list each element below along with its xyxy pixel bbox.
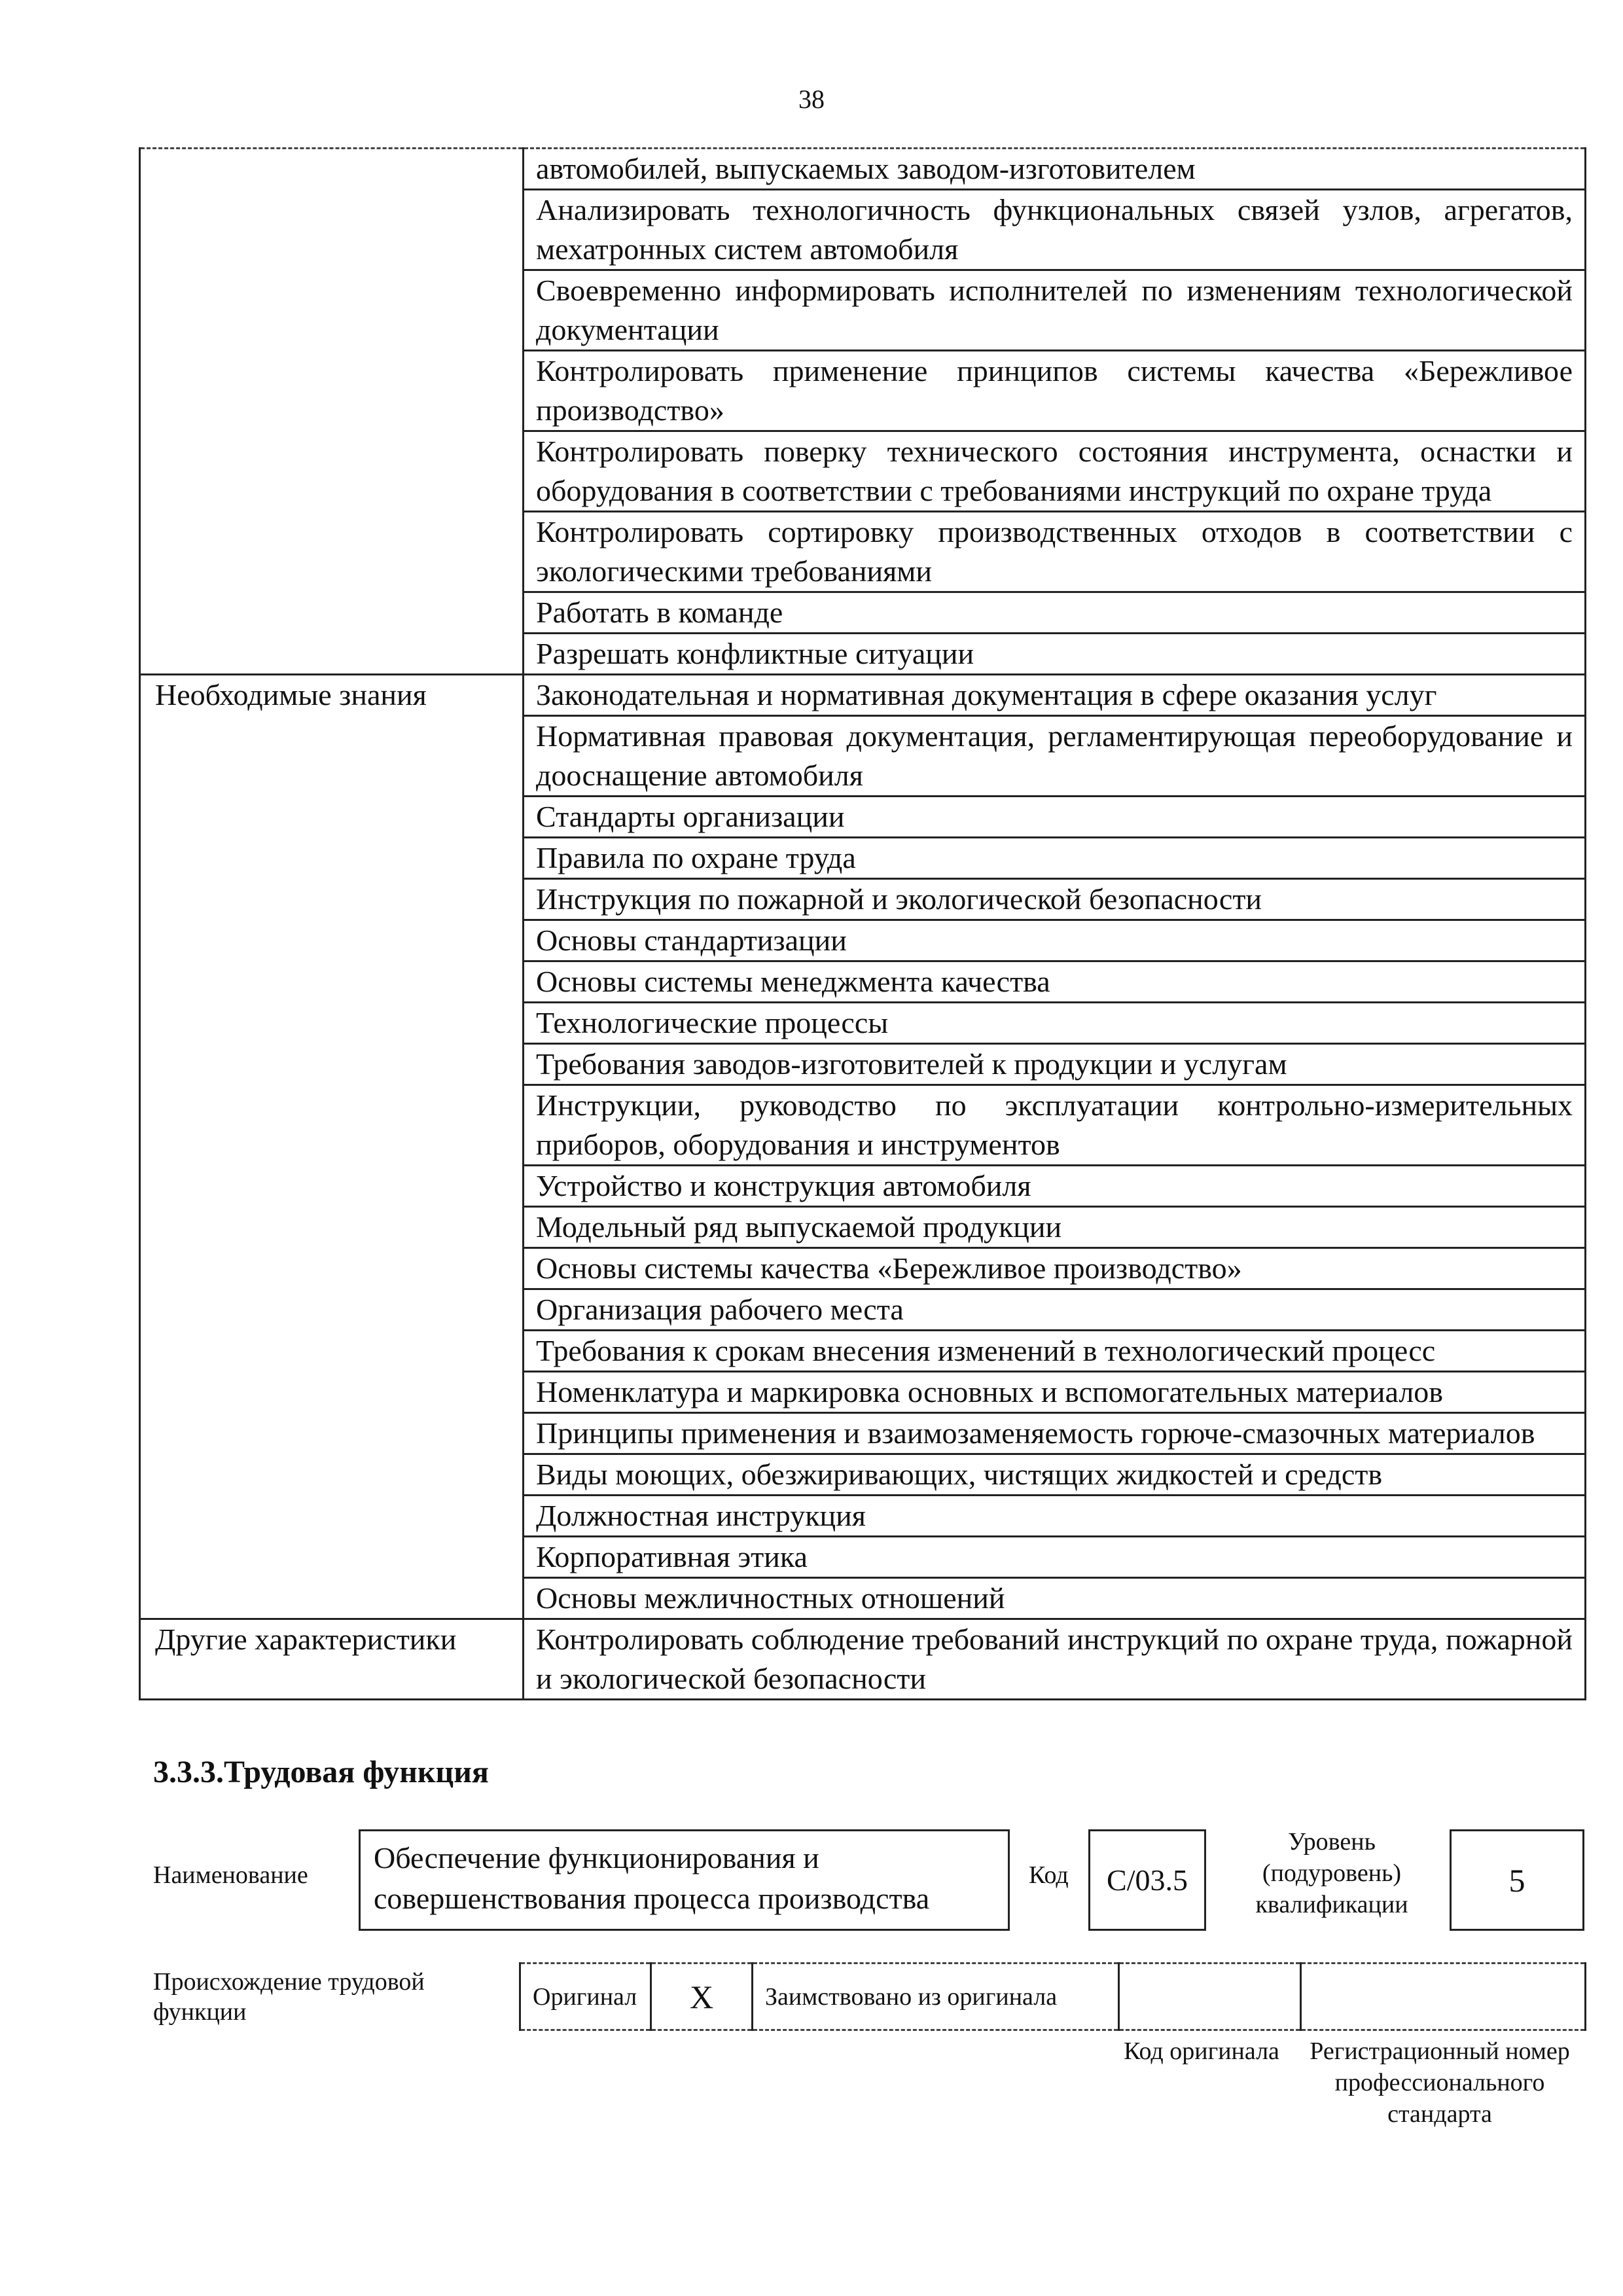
table-row (140, 1619, 1586, 1700)
row-item: Контролировать поверку технического состояния инструмента, оснастки и оборудования в соответствии с требованиями инструкций по охране труда (524, 431, 1586, 512)
row-item: Технологические процессы (524, 1003, 1586, 1044)
registration-number-cell (1301, 1964, 1586, 2030)
section-title: 3.3.3.Трудовая функция (153, 1755, 489, 1789)
row-item: Устройство и конструкция автомобиля (524, 1166, 1586, 1207)
table-row (140, 675, 1586, 716)
qualification-level: 5 (1450, 1829, 1584, 1931)
row-item: автомобилей, выпускаемых заводом-изготовителем (524, 149, 1586, 190)
row-item: Разрешать конфликтные ситуации (524, 634, 1586, 675)
row-item: Организация рабочего места (524, 1289, 1586, 1331)
code-label: Код (1029, 1861, 1069, 1889)
row-label: Необходимые знания (140, 675, 524, 1619)
row-item: Нормативная правовая документация, регламентирующая переоборудование и дооснащение автомобиля (524, 716, 1586, 797)
origin-label: Происхождение трудовой функции (153, 1968, 425, 2026)
row-item: Законодательная и нормативная документация в сфере оказания услуг (524, 675, 1586, 716)
row-item: Основы системы качества «Бережливое производство» (524, 1248, 1586, 1289)
row-item: Должностная инструкция (524, 1496, 1586, 1537)
row-item: Своевременно информировать исполнителей по изменениям технологической документации (524, 270, 1586, 351)
borrowed-label: Заимствовано из оригинала (753, 1964, 1119, 2030)
row-item: Контролировать применение принципов системы качества «Бережливое производство» (524, 351, 1586, 431)
code-caption: Код оригинала (1124, 2037, 1279, 2065)
page-number: 38 (798, 84, 825, 114)
row-item: Номенклатура и маркировка основных и вспомогательных материалов (524, 1372, 1586, 1413)
original-code-cell (1119, 1964, 1301, 2030)
row-item: Стандарты организации (524, 797, 1586, 838)
row-item: Контролировать соблюдение требований инструкций по охране труда, пожарной и экологической безопасности (524, 1619, 1586, 1700)
row-item: Корпоративная этика (524, 1537, 1586, 1578)
reg-caption: Регистрационный номер профессионального стандарта (1310, 2037, 1570, 2128)
row-label (140, 149, 524, 675)
row-item: Анализировать технологичность функциональных связей узлов, агрегатов, мехатронных систем автомобиля (524, 190, 1586, 270)
original-label: Оригинал (520, 1964, 651, 2030)
table-row (140, 149, 1586, 190)
row-item: Работать в команде (524, 592, 1586, 634)
name-label: Наименование (153, 1861, 308, 1889)
row-item: Виды моющих, обезжиривающих, чистящих жидкостей и средств (524, 1454, 1586, 1496)
row-item: Инструкции, руководство по эксплуатации контрольно-измерительных приборов, оборудования и инструментов (524, 1085, 1586, 1166)
row-item: Модельный ряд выпускаемой продукции (524, 1207, 1586, 1248)
row-item: Основы стандартизации (524, 920, 1586, 961)
origin-table (519, 1962, 1586, 2031)
function-code: С/03.5 (1088, 1829, 1206, 1931)
row-item: Основы межличностных отношений (524, 1578, 1586, 1619)
level-label: Уровень (подуровень) квалификации (1255, 1828, 1408, 1918)
row-item: Требования заводов-изготовителей к продукции и услугам (524, 1044, 1586, 1085)
original-mark: X (651, 1964, 753, 2030)
row-item: Контролировать сортировку производственных отходов в соответствии с экологическими требованиями (524, 512, 1586, 592)
row-item: Инструкция по пожарной и экологической безопасности (524, 879, 1586, 920)
row-item: Основы системы менеджмента качества (524, 961, 1586, 1003)
function-name: Обеспечение функционирования и совершенствования процесса производства (359, 1829, 1010, 1931)
row-label: Другие характеристики (140, 1619, 524, 1700)
row-item: Принципы применения и взаимозаменяемость горюче-смазочных материалов (524, 1413, 1586, 1454)
competency-table (139, 147, 1586, 1700)
row-item: Требования к срокам внесения изменений в технологический процесс (524, 1331, 1586, 1372)
row-item: Правила по охране труда (524, 838, 1586, 879)
